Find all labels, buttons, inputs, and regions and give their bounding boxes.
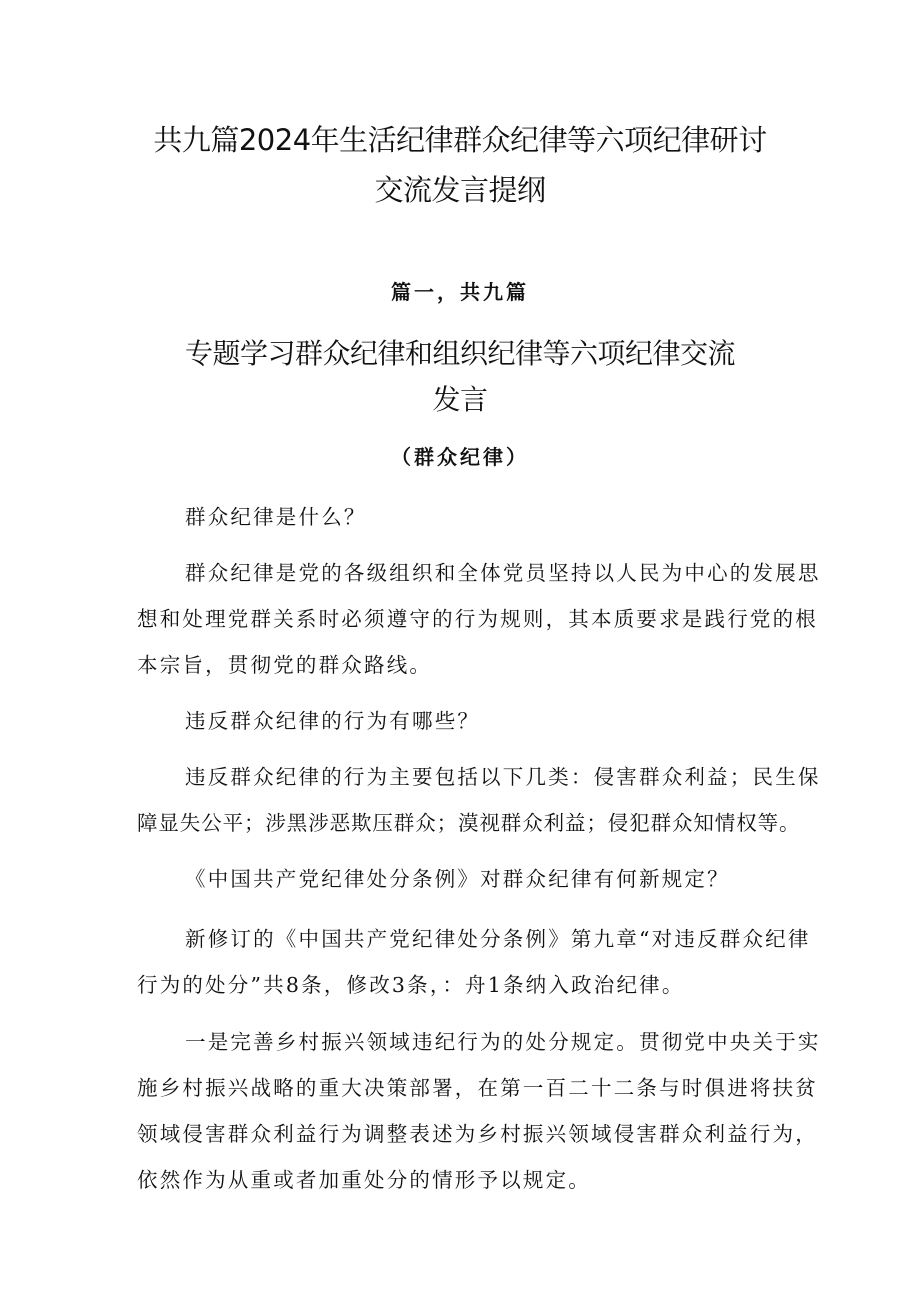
question-3: 《中国共产党纪律处分条例》对群众纪律有何新规定？: [185, 867, 730, 891]
answer-3-line-1: 新修订的《中国共产党纪律处分条例》第九章“对违反群众纪律: [185, 927, 811, 951]
answer-1-line-3: 本宗旨，贯彻党的群众路线。: [137, 653, 433, 677]
section-title-line-1: 专题学习群众纪律和组织纪律等六项纪律交流: [184, 337, 735, 370]
paragraph-4-line-2: 施乡村振兴战略的重大决策部署，在第一百二十二条与时俱进将扶贫: [137, 1076, 818, 1100]
answer-1-line-2: 想和处理党群关系时必须遵守的行为规则，其本质要求是践行党的根: [137, 607, 818, 631]
answer-3-line-2: 行为的处分”共8条，修改3条，：舟1条纳入政治纪律。: [137, 973, 685, 997]
paragraph-4-line-1: 一是完善乡村振兴领域违纪行为的处分规定。贯彻党中央关于实: [185, 1030, 821, 1054]
document-title-line-2: 交流发言提纲: [374, 173, 546, 207]
answer-2-line-2: 障显失公平；涉黑涉恶欺压群众；漠视群众利益；侵犯群众知情权等。: [137, 811, 801, 835]
question-2: 违反群众纪律的行为有哪些？: [185, 709, 481, 733]
answer-2-line-1: 违反群众纪律的行为主要包括以下几类：侵害群众利益；民生保: [185, 765, 821, 789]
answer-1-line-1: 群众纪律是党的各级组织和全体党员坚持以人民为中心的发展思: [185, 561, 821, 585]
paragraph-4-line-3: 领域侵害群众利益行为调整表述为乡村振兴领域侵害群众利益行为，: [137, 1122, 818, 1146]
section-title-line-2: 发言: [432, 383, 488, 416]
document-title-line-1: 共九篇2024年生活纪律群众纪律等六项纪律研讨: [153, 123, 767, 157]
paragraph-4-line-4: 依然作为从重或者加重处分的情形予以规定。: [137, 1168, 591, 1192]
subsection-heading: （群众纪律）: [391, 445, 529, 469]
question-1: 群众纪律是什么？: [185, 505, 367, 529]
section-label: 篇一，共九篇: [391, 280, 529, 304]
